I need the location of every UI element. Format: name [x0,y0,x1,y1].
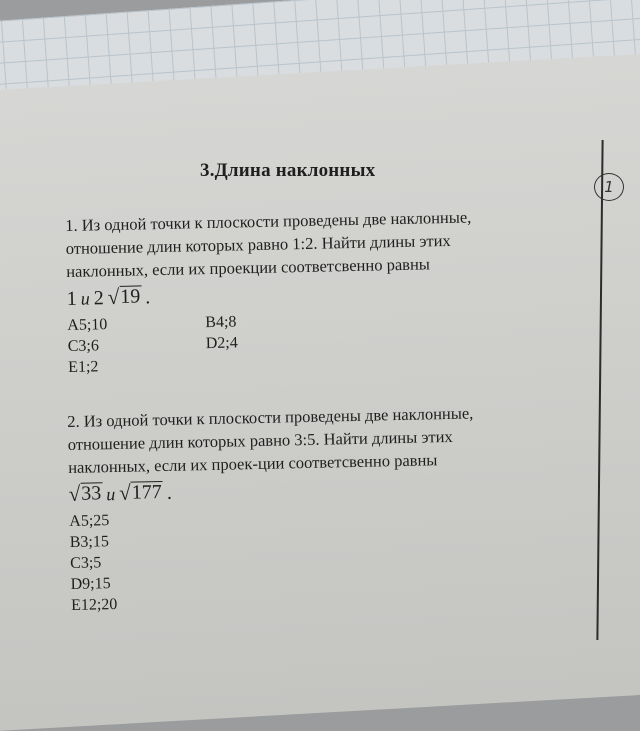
radicand: 177 [131,481,163,504]
option: D9;15 [70,575,111,593]
circled-number-mark: 1 [594,173,624,201]
option: C3;6 [67,337,100,355]
sqrt-expression [119,481,163,503]
question-1-line: 1. Из одной точки к плоскости проведены две наклонные, [65,207,472,235]
formula-conjunction: и [80,288,90,309]
option: E1;2 [68,358,99,376]
question-2-line: 2. Из одной точки к плоскости проведены две наклонные, [67,403,474,431]
page-title: 3.Длина наклонных [200,160,376,181]
formula-end: . [166,481,173,504]
worksheet-paper [0,50,640,731]
sqrt-expression [107,284,142,310]
option: D2;4 [205,334,238,353]
sqrt-icon: √ [119,480,132,505]
sqrt-icon: √ [107,284,120,310]
sqrt-expression [69,482,103,504]
option: A5;25 [69,512,110,530]
option: C3;5 [70,554,102,572]
formula-end: . [145,286,151,309]
option: B4;8 [205,313,237,332]
question-2-options [69,500,591,616]
question-2-line: отношение длин которых равно 3:5. Найти длины этих [67,426,453,454]
question-1-line: наклонных, если их проекции соответсвенно равны [66,254,431,281]
radicand: 19 [120,285,141,308]
radicand: 33 [81,482,102,505]
sqrt-icon: √ [68,481,81,506]
question-1-options [67,304,588,378]
formula-conjunction: и [106,484,116,505]
option: B3;15 [69,533,110,551]
question-2 [67,399,591,616]
option: E12;20 [70,595,118,614]
formula-coefficient: 2 [93,287,105,310]
question-2-line: наклонных, если их проек-ции соответсвенно равны [68,450,438,477]
option: A5;10 [67,316,108,334]
question-1 [65,203,588,378]
question-1-line: отношение длин которых равно 1:2. Найти длины этих [65,230,451,258]
formula-term: 1 [66,287,78,310]
